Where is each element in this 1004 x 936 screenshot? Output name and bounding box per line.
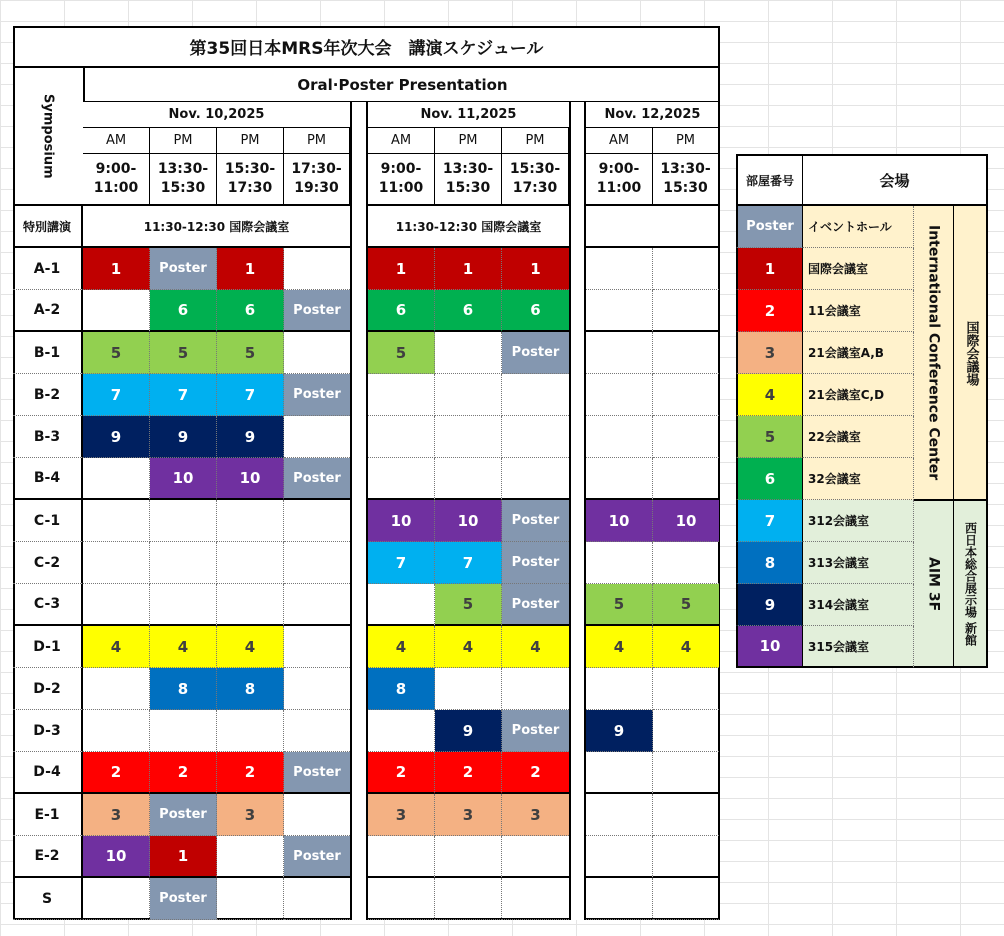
schedule-cell [586,332,653,374]
schedule-cell [368,458,435,500]
schedule-cell: Poster [150,248,217,290]
schedule-cell: Poster [502,542,569,584]
schedule-cell: 2 [502,752,569,794]
schedule-cell: Poster [284,374,350,416]
schedule-cell: 2 [217,752,284,794]
schedule-cell [653,836,719,878]
legend-room-name: 21会議室C,D [803,374,914,416]
period-cell: AM [586,128,653,154]
legend-room-swatch: 1 [736,248,803,290]
schedule-cell: Poster [284,836,350,878]
schedule-cell [217,542,284,584]
schedule-cell [586,836,653,878]
time-cell: 13:30- 15:30 [150,154,217,206]
schedule-cell: 3 [435,794,502,836]
schedule-cell [435,416,502,458]
schedule-cell: 5 [653,584,719,626]
schedule-cell [435,332,502,374]
day-gap-2 [569,102,586,920]
row-label: B-4 [13,458,83,500]
row-label: S [13,878,83,920]
venue-group-international-en-text: International Conference Center [925,225,942,481]
time-cell: 9:00- 11:00 [83,154,150,206]
time-cell: 9:00- 11:00 [368,154,435,206]
schedule-cell: 2 [83,752,150,794]
row-label: A-2 [13,290,83,332]
schedule-cell [586,752,653,794]
schedule-cell [435,374,502,416]
schedule-cell [653,290,719,332]
schedule-cell [284,668,350,710]
schedule-cell: 2 [150,752,217,794]
schedule-cell [502,416,569,458]
schedule-cell [435,458,502,500]
schedule-cell [150,542,217,584]
schedule-cell: 7 [150,374,217,416]
schedule-cell [217,500,284,542]
legend-room-name: 313会議室 [803,542,914,584]
schedule-cell: 7 [83,374,150,416]
schedule-cell: Poster [502,710,569,752]
special-lecture-cell: 11:30-12:30 国際会議室 [83,206,350,248]
schedule-cell: 10 [150,458,217,500]
schedule-cell [368,836,435,878]
row-label: D-3 [13,710,83,752]
legend-room-name: 314会議室 [803,584,914,626]
special-lecture-label: 特別講演 [13,206,83,248]
schedule-cell: 4 [368,626,435,668]
schedule-cell: 10 [217,458,284,500]
time-cell: 9:00- 11:00 [586,154,653,206]
schedule-cell: 7 [217,374,284,416]
schedule-cell [217,584,284,626]
time-cell: 17:30- 19:30 [284,154,350,206]
schedule-cell [217,836,284,878]
schedule-cell [502,374,569,416]
schedule-cell [83,878,150,920]
period-cell: AM [368,128,435,154]
legend-room-swatch: 5 [736,416,803,458]
period-cell: PM [217,128,284,154]
schedule-cell [368,710,435,752]
schedule-cell [653,794,719,836]
schedule-cell [586,248,653,290]
day-header-1: Nov. 10,2025 [83,102,350,128]
schedule-cell [284,626,350,668]
schedule-cell [368,416,435,458]
legend-header-room: 部屋番号 [736,154,803,206]
schedule-cell [502,668,569,710]
schedule-cell: 7 [435,542,502,584]
schedule-cell: 6 [217,290,284,332]
schedule-cell: Poster [502,584,569,626]
schedule-cell: 8 [217,668,284,710]
schedule-cell: 2 [368,752,435,794]
schedule-cell [502,458,569,500]
schedule-cell: 9 [586,710,653,752]
schedule-cell: Poster [150,878,217,920]
schedule-cell [586,878,653,920]
schedule-cell [83,500,150,542]
schedule-cell [284,878,350,920]
schedule-cell: 6 [150,290,217,332]
symposium-label [13,68,83,206]
schedule-cell [284,584,350,626]
schedule-cell [502,836,569,878]
schedule-cell: 2 [435,752,502,794]
legend-room-name: 21会議室A,B [803,332,914,374]
presentation-subtitle: Oral·Poster Presentation [83,68,720,102]
legend-room-name: 22会議室 [803,416,914,458]
schedule-cell: Poster [150,794,217,836]
row-label: C-3 [13,584,83,626]
schedule-cell: 1 [83,248,150,290]
legend-room-name: 312会議室 [803,500,914,542]
period-cell: PM [502,128,569,154]
schedule-cell [150,584,217,626]
schedule-cell [284,542,350,584]
venue-group-aim-en-text: AIM 3F [925,557,942,612]
schedule-cell [217,878,284,920]
period-cell: PM [284,128,350,154]
schedule-cell [284,248,350,290]
schedule-cell [83,710,150,752]
schedule-cell [586,374,653,416]
schedule-cell [653,248,719,290]
venue-group-international-en [914,206,954,500]
schedule-cell [150,500,217,542]
time-cell: 13:30- 15:30 [653,154,719,206]
schedule-cell: 9 [150,416,217,458]
schedule-cell [586,416,653,458]
symposium-label-text: Symposium [40,93,56,179]
schedule-cell [653,668,719,710]
legend-room-name: イベントホール [803,206,914,248]
schedule-cell [83,584,150,626]
schedule-cell [653,710,719,752]
schedule-cell [284,710,350,752]
schedule-cell [368,878,435,920]
row-label: D-1 [13,626,83,668]
legend-room-swatch: 2 [736,290,803,332]
schedule-cell: 4 [83,626,150,668]
schedule-cell: 8 [368,668,435,710]
schedule-cell: 3 [502,794,569,836]
schedule-cell: 10 [83,836,150,878]
schedule-cell: Poster [502,500,569,542]
schedule-cell [653,374,719,416]
schedule-cell [586,290,653,332]
venue-group-aim-jp [954,500,988,668]
schedule-cell: 10 [368,500,435,542]
schedule-cell: 10 [586,500,653,542]
schedule-cell: 9 [217,416,284,458]
schedule-cell: 4 [435,626,502,668]
schedule-cell [586,668,653,710]
schedule-cell [284,794,350,836]
schedule-cell: 1 [435,248,502,290]
legend-room-swatch: 9 [736,584,803,626]
row-label: D-2 [13,668,83,710]
schedule-cell: Poster [284,290,350,332]
schedule-cell: 3 [368,794,435,836]
time-cell: 15:30- 17:30 [217,154,284,206]
schedule-cell [586,542,653,584]
row-label: B-3 [13,416,83,458]
schedule-cell: Poster [502,332,569,374]
schedule-cell: 6 [435,290,502,332]
schedule-cell: Poster [284,752,350,794]
legend-room-swatch: 10 [736,626,803,668]
schedule-cell: 8 [150,668,217,710]
schedule-cell: 10 [653,500,719,542]
schedule-cell: 4 [653,626,719,668]
schedule-cell: 1 [502,248,569,290]
schedule-cell: 5 [83,332,150,374]
schedule-cell [502,878,569,920]
schedule-cell: 6 [368,290,435,332]
schedule-cell [83,290,150,332]
schedule-cell [83,458,150,500]
schedule-cell [83,668,150,710]
schedule-cell [653,878,719,920]
schedule-cell [284,332,350,374]
legend-room-swatch: 3 [736,332,803,374]
day-header-2: Nov. 11,2025 [368,102,569,128]
special-lecture-cell: 11:30-12:30 国際会議室 [368,206,569,248]
schedule-cell [217,710,284,752]
schedule-cell [284,416,350,458]
schedule-cell [653,752,719,794]
schedule-cell [435,668,502,710]
schedule-cell: Poster [284,458,350,500]
schedule-cell [586,794,653,836]
schedule-cell [653,416,719,458]
period-cell: PM [653,128,719,154]
day-gap-1 [350,102,368,920]
legend-room-swatch: Poster [736,206,803,248]
legend-room-name: 11会議室 [803,290,914,332]
schedule-cell: 6 [502,290,569,332]
legend-header-venue: 会場 [803,154,988,206]
special-lecture-cell [586,206,719,248]
schedule-cell [150,710,217,752]
schedule-cell [653,458,719,500]
row-label: E-2 [13,836,83,878]
venue-group-international-jp [954,206,988,500]
row-label: E-1 [13,794,83,836]
day-header-3: Nov. 12,2025 [586,102,719,128]
schedule-cell: 4 [502,626,569,668]
schedule-cell: 1 [217,248,284,290]
legend-room-name: 国際会議室 [803,248,914,290]
venue-group-international-jp-text: 国際会議場 [963,320,979,386]
schedule-cell [653,332,719,374]
schedule-cell: 5 [368,332,435,374]
schedule-cell: 1 [150,836,217,878]
legend-room-name: 32会議室 [803,458,914,500]
schedule-cell [83,542,150,584]
schedule-cell [586,458,653,500]
schedule-cell: 5 [586,584,653,626]
row-label: A-1 [13,248,83,290]
row-label: B-1 [13,332,83,374]
schedule-cell: 1 [368,248,435,290]
period-cell: AM [83,128,150,154]
schedule-cell: 9 [83,416,150,458]
schedule-cell [368,374,435,416]
period-cell: PM [435,128,502,154]
schedule-cell: 9 [435,710,502,752]
venue-group-aim-jp-text: 西日本総合展示場 新館 [963,522,978,647]
schedule-cell [435,878,502,920]
schedule-cell [368,584,435,626]
venue-group-aim-en [914,500,954,668]
row-label: D-4 [13,752,83,794]
schedule-cell [284,500,350,542]
schedule-cell: 10 [435,500,502,542]
schedule-cell: 4 [217,626,284,668]
legend-room-swatch: 7 [736,500,803,542]
row-label: C-2 [13,542,83,584]
legend-room-name: 315会議室 [803,626,914,668]
legend-room-swatch: 4 [736,374,803,416]
schedule-cell: 5 [150,332,217,374]
time-cell: 13:30- 15:30 [435,154,502,206]
time-cell: 15:30- 17:30 [502,154,569,206]
row-label: B-2 [13,374,83,416]
schedule-cell [435,836,502,878]
schedule-cell: 5 [217,332,284,374]
schedule-cell: 7 [368,542,435,584]
period-cell: PM [150,128,217,154]
legend-room-swatch: 6 [736,458,803,500]
schedule-cell [653,542,719,584]
page-title: 第35回日本MRS年次大会 講演スケジュール [13,26,720,68]
legend-room-swatch: 8 [736,542,803,584]
row-label: C-1 [13,500,83,542]
schedule-cell: 4 [150,626,217,668]
schedule-cell: 3 [83,794,150,836]
schedule-cell: 3 [217,794,284,836]
schedule-cell: 4 [586,626,653,668]
schedule-cell: 5 [435,584,502,626]
